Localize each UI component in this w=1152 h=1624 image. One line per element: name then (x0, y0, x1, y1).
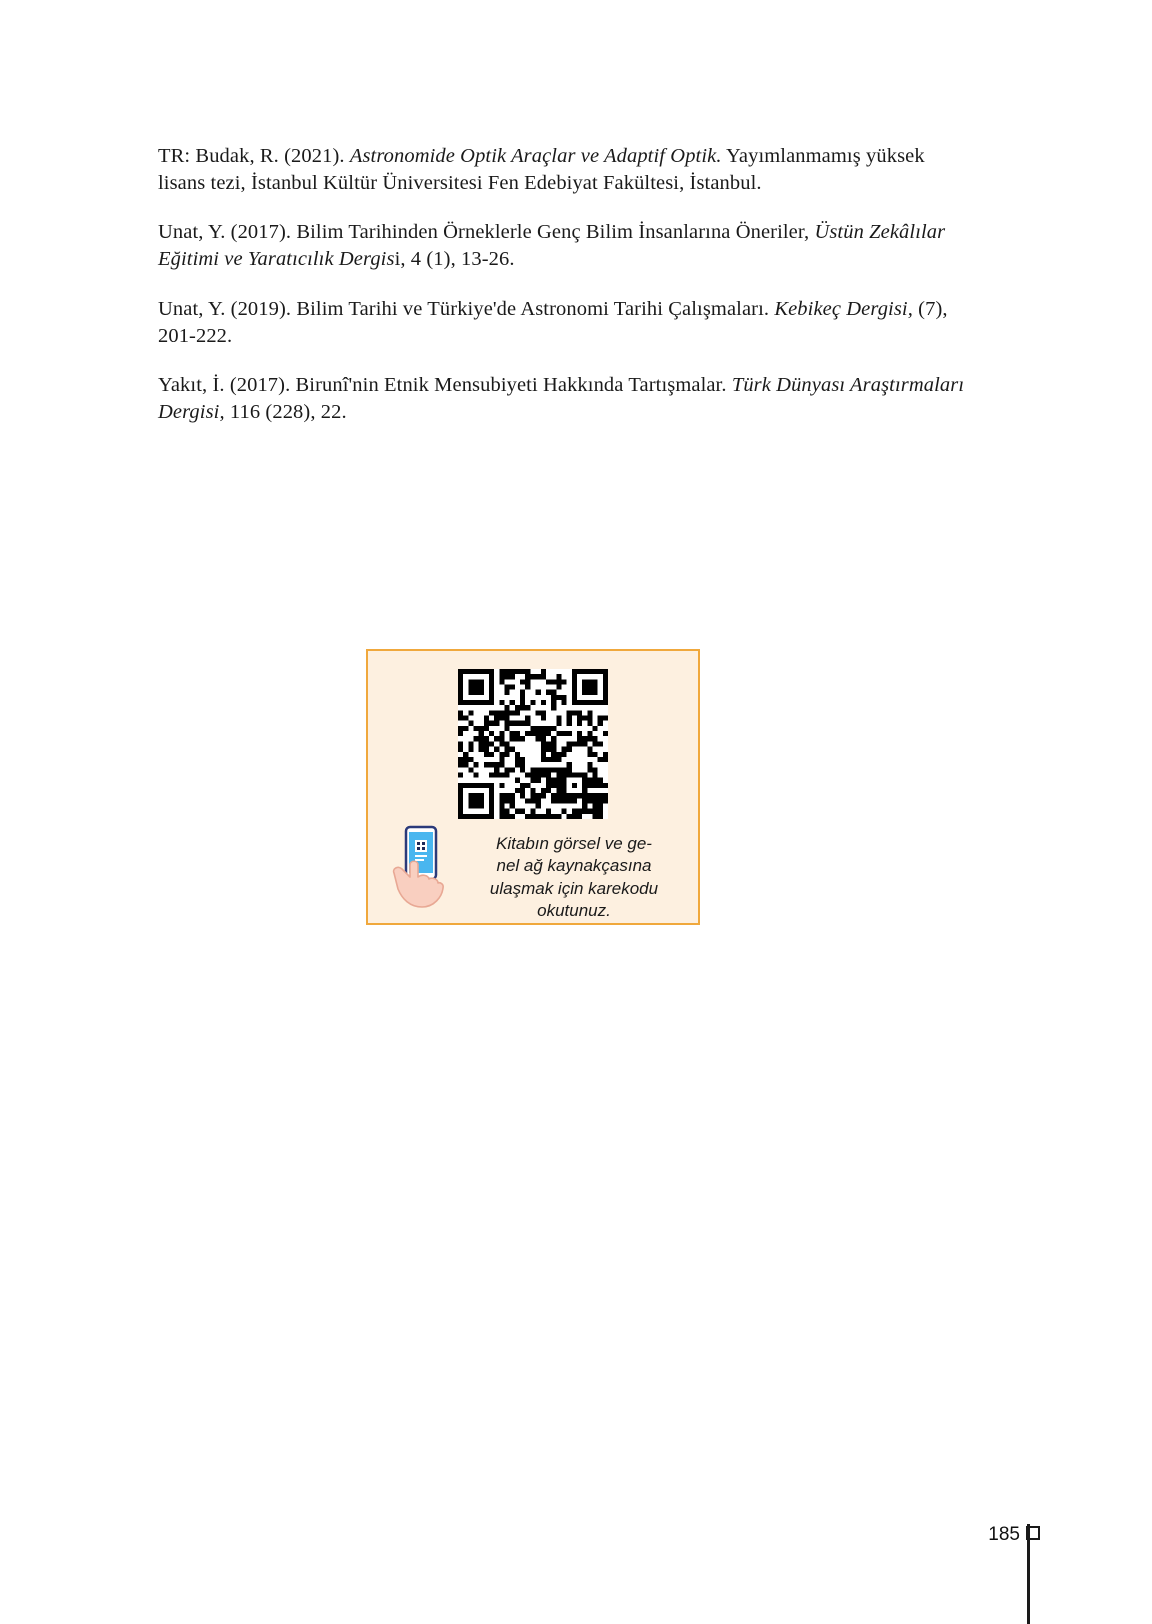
qr-caption-line: okutunuz. (537, 901, 611, 921)
reference-item (158, 372, 968, 427)
reference-text-span: Unat, Y. (2017). Bilim Tarihinden Örneklerle Genç Bilim İnsanlarına Öneriler, (158, 221, 815, 243)
reference-text-span: i, 4 (1), 13-26. (394, 248, 515, 271)
qr-code-icon (458, 669, 608, 819)
hand-holding-phone-icon (388, 825, 462, 909)
reference-text-span: TR: Budak, R. (2021). (158, 144, 350, 167)
qr-caption-line: nel ağ kaynakçasına (496, 856, 652, 876)
qr-callout-box (366, 649, 700, 925)
reference-text-span: Yakıt, İ. (2017). Birunî'nin Etnik Mensubiyeti Hakkında Tartışmalar. (158, 374, 732, 396)
reference-text-span: Üstün Zekâlılar Eğitimi ve Yaratıcılık Dergis (158, 221, 946, 271)
reference-item (158, 219, 968, 274)
reference-item (158, 143, 968, 198)
reference-text-span: Türk Dünyası Araştırmaları Dergisi, (158, 374, 965, 424)
reference-text-span: Yayımlanmamış yüksek lisans tezi, İstanbul Kültür Üniversitesi Fen Edebiyat Fakültesi, İstanbul. (158, 144, 925, 194)
reference-text-span: Unat, Y. (2019). Bilim Tarihi ve Türkiye'de Astronomi Tarihi Çalışmaları. (158, 297, 775, 320)
reference-list (158, 122, 968, 427)
reference-text-span: Astronomide Optik Araçlar ve Adaptif Optik. (349, 144, 722, 167)
reference-item (158, 296, 968, 351)
qr-caption-line: ulaşmak için karekodu (489, 878, 659, 898)
qr-caption (464, 833, 684, 923)
reference-text-span: 116 (228), 22. (224, 401, 347, 424)
page-number: 185 (988, 1524, 1020, 1545)
qr-caption-line: Kitabın görsel ve ge- (496, 834, 652, 853)
reference-text-span: (7), 201-222. (158, 297, 948, 347)
corner-rule (1027, 1524, 1030, 1624)
reference-text-span: Kebikeç Dergisi, (774, 297, 913, 320)
